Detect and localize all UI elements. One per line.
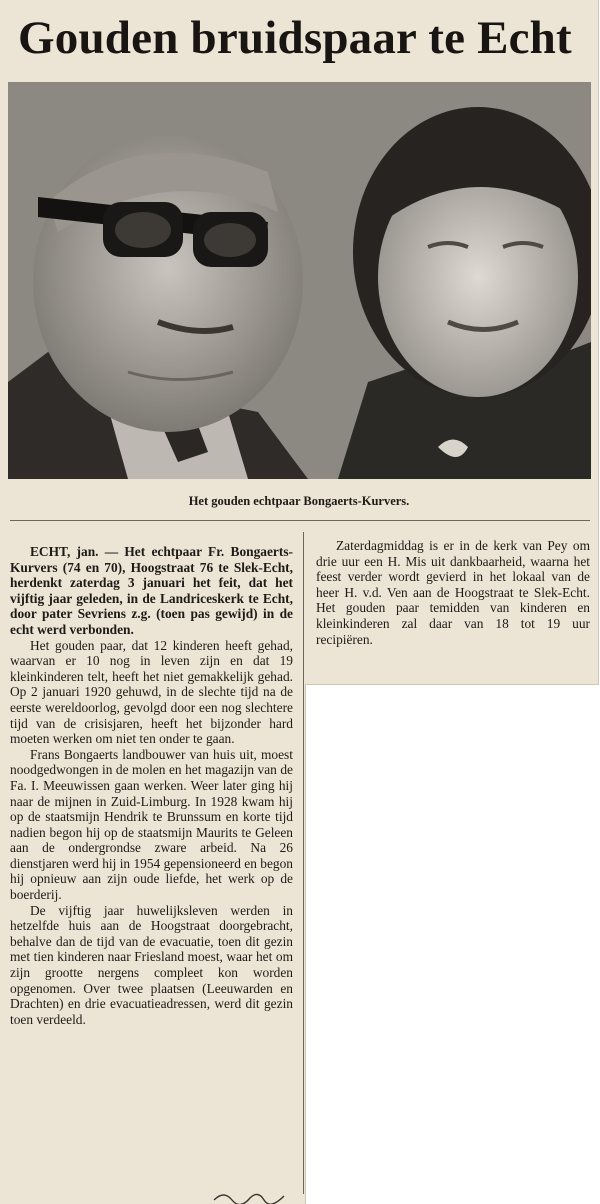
article-paragraph: Frans Bongaerts landbouwer van huis uit, moest noodgedwongen in de molen en het magazijn van de Fa. I. Meeuwissen gaan werken. Weer later ging hij naar de mijnen in Zuid-Limburg. In 1928 kwam hij op de staatsmijn Hendrik te Brunssum en korte tijd nadien begon hij op de staatsmijn Maurits te Geleen aan de ondergrondse zware arbeid. Na 26 dienstjaren werd hij in 1954 gepensioneerd en begon hij opnieuw aan zijn oude liefde, het werk op de boerderij. [10, 746, 293, 903]
headline: Gouden bruidspaar te Echt [18, 12, 572, 64]
article-lead: ECHT, jan. — Het echtpaar Fr. Bongaerts-Kurvers (74 en 70), Hoogstraat 76 te Slek-Echt, herdenkt zaterdag 3 januari het feit, dat het vijftig jaar geleden, in de Landriceskerk te Echt, door pater Sevriens z.g. (toen pas gewijd) in de echt werd verbonden. [10, 544, 293, 637]
article-right-column [316, 538, 590, 647]
couple-photo [8, 82, 591, 479]
column-divider [303, 532, 304, 1194]
photo-image [8, 82, 591, 479]
article-paragraph: Zaterdagmiddag is er in de kerk van Pey om drie uur een H. Mis uit dankbaarheid, waarna het feest verder wordt gevierd in het lokaal van de heer H. v.d. Ven aan de Hoogstraat te Slek-Echt. Het gouden paar temidden van kinderen en kleinkinderen zal daar van 18 tot 19 uur recipiëren. [316, 538, 590, 647]
photo-caption: Het gouden echtpaar Bongaerts-Kurvers. [188, 494, 410, 508]
article-left-column [10, 544, 293, 1027]
article-paragraph: De vijftig jaar huwelijksleven werden in hetzelfde huis aan de Hoogstraat doorgebracht, behalve dan de tijd van de evacuatie, toen dit gezin met tien kinderen naar Friesland moest, waar het om zijn grootte nergens compleet kon worden opgenomen. Over twee plaatsen (Leeuwarden en Drachten) en drie evacuatieadressen, werd dit gezin toen verdeeld. [10, 902, 293, 1027]
divider-horizontal [10, 520, 590, 521]
handwritten-note-mark [210, 1186, 300, 1204]
article-paragraph: Het gouden paar, dat 12 kinderen heeft gehad, waarvan er 10 nog in leven zijn en dat 19 kleinkinderen telt, heeft het niet gemakkelijk gehad. Op 2 januari 1920 gehuwd, in de slechte tijd na de eerste wereldoorlog, gevolgd door een nog slechtere tijd van de crisisjaren, heeft het bijzonder hard moeten werken om niet ten onder te gaan. [10, 637, 293, 747]
